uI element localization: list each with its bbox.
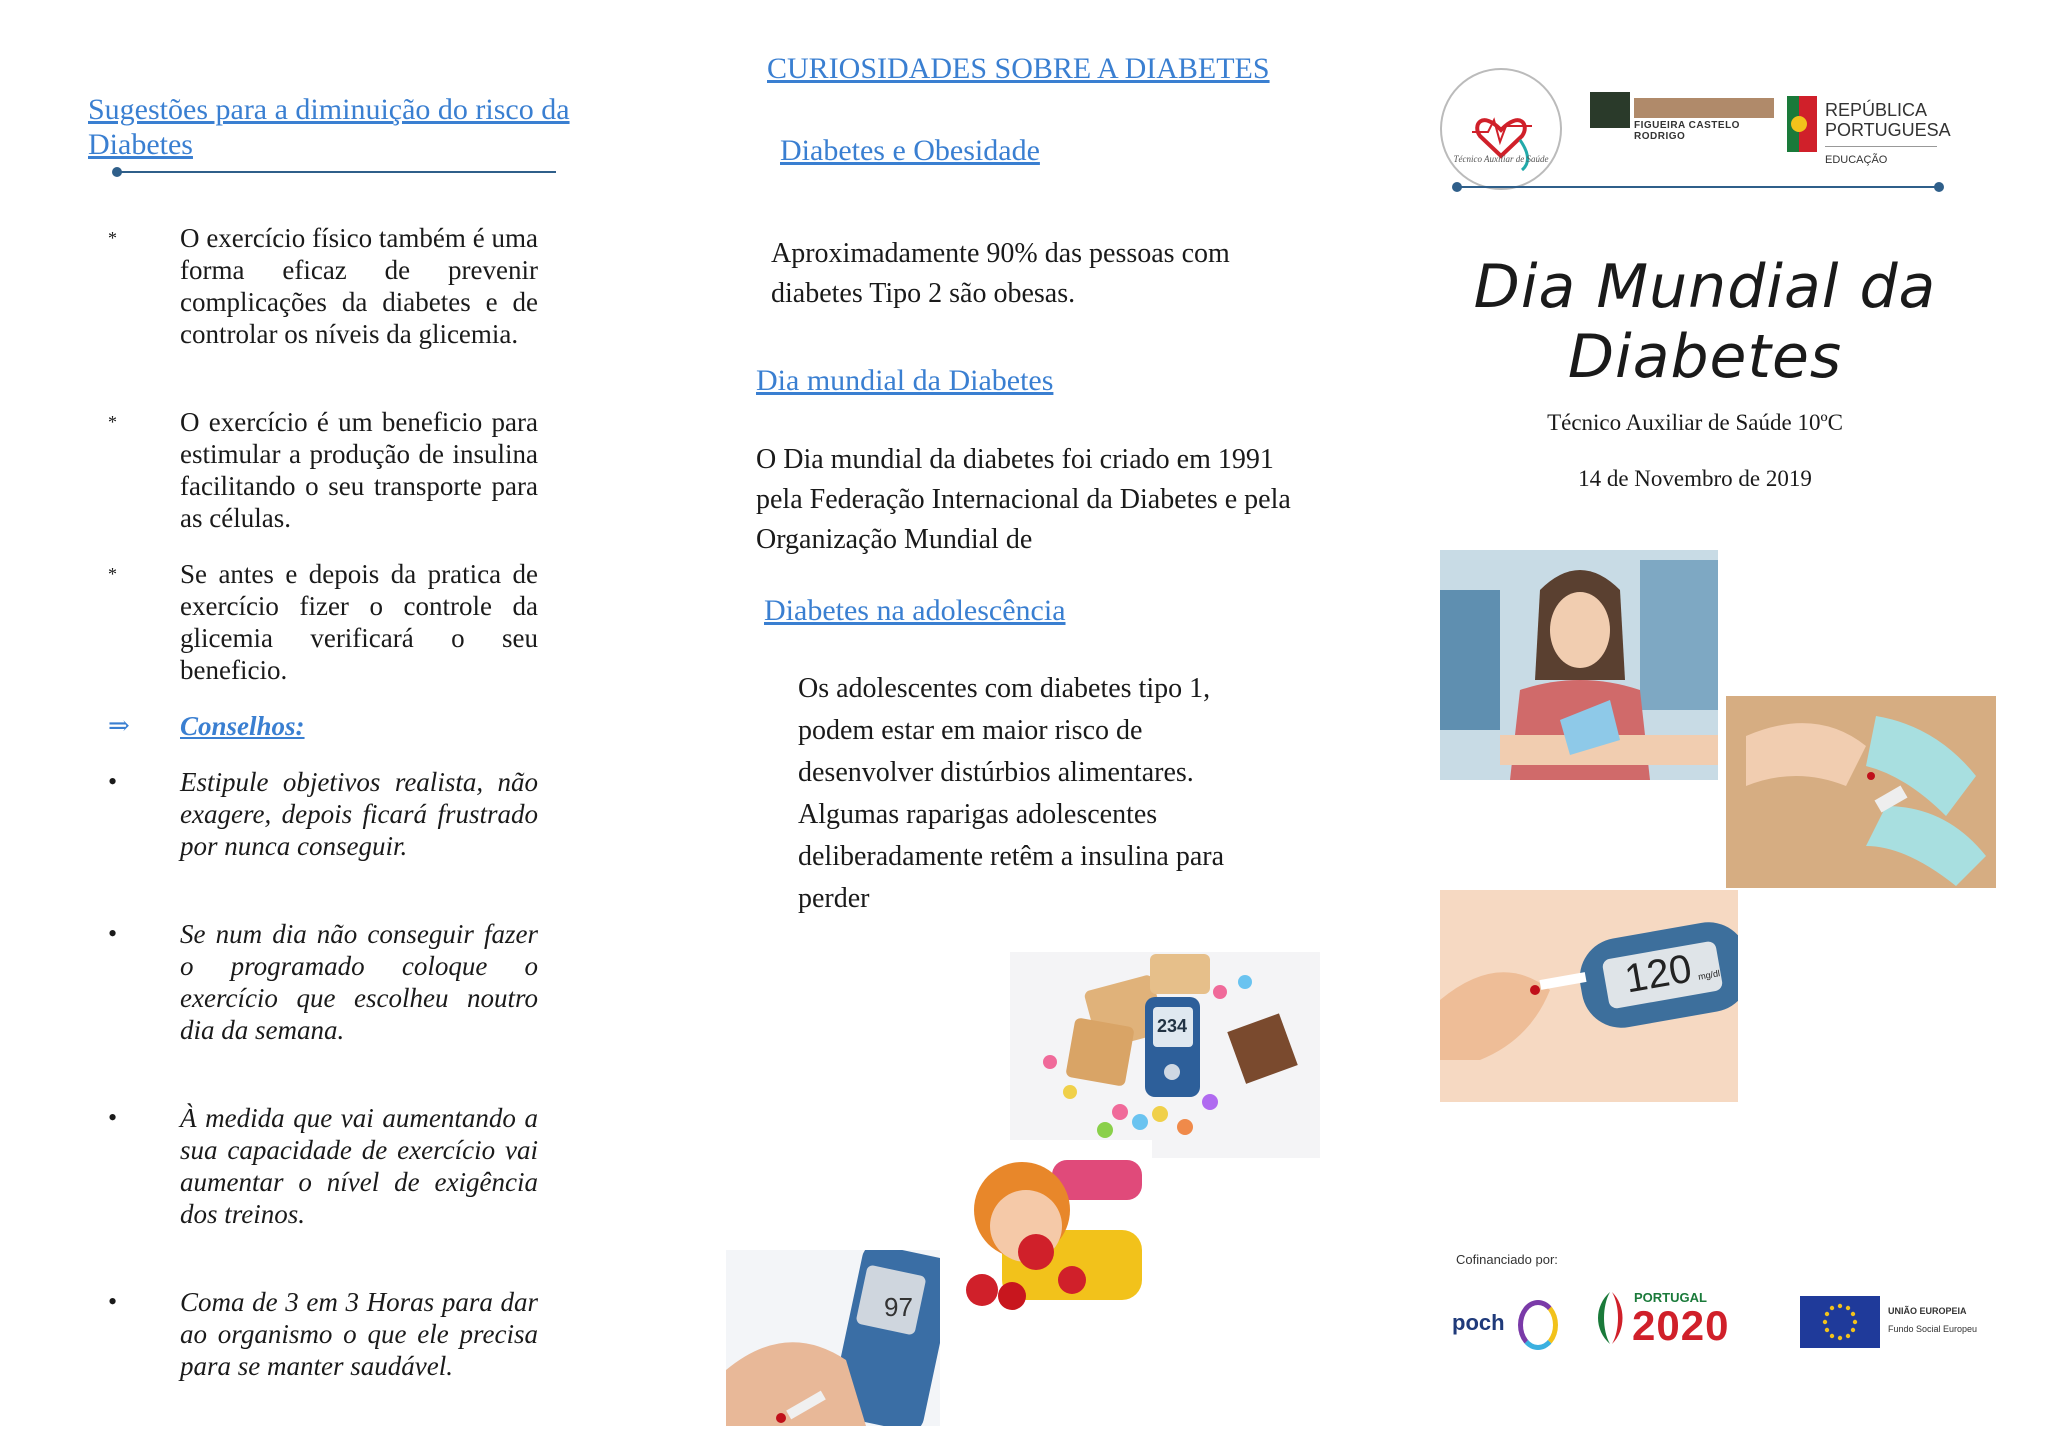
asterisk-bullet: * bbox=[108, 564, 117, 584]
dot-bullet: • bbox=[108, 1103, 118, 1132]
adolescencia-title: Diabetes na adolescência bbox=[764, 594, 1066, 627]
gloved-hands-image bbox=[1726, 696, 1996, 888]
castle-icon bbox=[1634, 98, 1774, 118]
dot-bullet: • bbox=[108, 767, 118, 796]
school-emblem-icon bbox=[1590, 92, 1630, 128]
gloves-illustration bbox=[1726, 696, 1996, 888]
dia-mundial-text: O Dia mundial da diabetes foi criado em 1991 pela Federação Internacional da Diabetes e pela Organização Mundial de bbox=[756, 444, 1291, 555]
asterisk-bullet: * bbox=[108, 228, 117, 248]
p2020-leaf-icon bbox=[1592, 1290, 1628, 1346]
list-item-text: À medida que vai aumentando a sua capacidade de exercício vai aumentar o nível de exigência dos treinos. bbox=[180, 1103, 538, 1229]
event-date: 14 de Novembro de 2019 bbox=[1578, 466, 1812, 491]
p2020-portugal-text: PORTUGAL bbox=[1634, 1290, 1707, 1305]
p2020-year-text: 2020 bbox=[1632, 1302, 1730, 1349]
republica-logo bbox=[1787, 96, 1951, 176]
woman-illustration bbox=[1440, 550, 1718, 780]
sweets-illustration bbox=[1010, 952, 1320, 1158]
meter-reading: 97 bbox=[884, 1292, 913, 1322]
glucometer-120-illustration bbox=[1440, 890, 1738, 1102]
agrupamento-logo bbox=[1590, 92, 1780, 146]
asterisk-bullet: * bbox=[108, 412, 117, 432]
child-eating-apple-image bbox=[942, 1140, 1152, 1310]
portugal-2020-logo bbox=[1592, 1290, 1762, 1354]
poch-swirl-icon bbox=[1518, 1300, 1558, 1350]
sweets-glucometer-image bbox=[1010, 952, 1320, 1158]
dot-bullet: • bbox=[108, 919, 118, 948]
course-logo-text: Técnico Auxiliar de Saúde bbox=[1453, 154, 1549, 164]
republica-line1: REPÚBLICA bbox=[1825, 100, 1928, 120]
child-illustration bbox=[942, 1140, 1152, 1310]
list-item-text: Se antes e depois da pratica de exercício fizer o controle da glicemia verificará o seu beneficio. bbox=[180, 559, 538, 685]
eu-flag-icon bbox=[1800, 1296, 1880, 1348]
dot-bullet: • bbox=[108, 1287, 118, 1316]
republica-divider bbox=[1825, 146, 1937, 147]
obesidade-title: Diabetes e Obesidade bbox=[780, 134, 1040, 167]
list-item-text: Estipule objetivos realista, não exagere, depois ficará frustrado por nunca conseguir. bbox=[180, 767, 538, 861]
list-item-text: Coma de 3 em 3 Horas para dar ao organismo o que ele precisa para se manter saudável. bbox=[180, 1287, 538, 1381]
course-label: Técnico Auxiliar de Saúde 10ºC bbox=[1547, 410, 1843, 435]
dia-mundial-title: Dia mundial da Diabetes bbox=[756, 364, 1054, 397]
heart-stethoscope-icon bbox=[1442, 70, 1560, 188]
glucometer-illustration bbox=[726, 1250, 940, 1426]
eu-line1: UNIÃO EUROPEIA bbox=[1888, 1306, 1967, 1316]
meter-unit: mg/dl bbox=[1697, 968, 1721, 982]
list-item-text: O exercício é um beneficio para estimular a produção de insulina facilitando o seu transporte para as células. bbox=[180, 407, 538, 533]
meter-reading: 120 bbox=[1621, 946, 1695, 1002]
republica-line3: EDUCAÇÃO bbox=[1825, 154, 1888, 166]
suggestions-title: Sugestões para a diminuição do risco da Diabetes bbox=[88, 93, 570, 161]
adolescencia-text: Os adolescentes com diabetes tipo 1, podem estar em maior risco de desenvolver distúrbios alimentares. Algumas raparigas adolescentes deliberadamente retêm a insulina para perder bbox=[798, 673, 1225, 914]
woman-glucose-test-image bbox=[1440, 550, 1718, 780]
arrow-icon: ⇒ bbox=[108, 711, 130, 740]
header-divider bbox=[1456, 186, 1940, 188]
uniao-europeia-logo bbox=[1800, 1296, 1990, 1348]
list-item-text: O exercício físico também é uma forma eficaz de prevenir complicações da diabetes e de controlar os níveis da glicemia. bbox=[180, 223, 538, 349]
conselhos-label: Conselhos: bbox=[180, 711, 305, 741]
poch-logo bbox=[1452, 1296, 1562, 1350]
portugal-flag-icon bbox=[1787, 96, 1817, 152]
republica-line2: PORTUGUESA bbox=[1825, 120, 1951, 140]
agrupamento-name: FIGUEIRA CASTELO RODRIGO bbox=[1634, 120, 1740, 142]
list-item-text: Se num dia não conseguir fazer o programado coloque o exercício que escolheu noutro dia da semana. bbox=[180, 919, 538, 1045]
cofinanciado-label: Cofinanciado por: bbox=[1456, 1252, 1558, 1267]
meter-reading: 234 bbox=[1157, 1016, 1188, 1036]
obesidade-text: Aproximadamente 90% das pessoas com diabetes Tipo 2 são obesas. bbox=[771, 238, 1230, 309]
curiosidades-title: CURIOSIDADES SOBRE A DIABETES bbox=[767, 52, 1270, 85]
poch-text: poch bbox=[1452, 1310, 1505, 1335]
suggestions-divider bbox=[116, 171, 556, 173]
page-title: Dia Mundial da Diabetes bbox=[1473, 252, 1937, 392]
glucometer-hand-image bbox=[726, 1250, 940, 1426]
glucometer-reading-image bbox=[1440, 890, 1738, 1102]
course-logo bbox=[1440, 68, 1562, 190]
eu-line2: Fundo Social Europeu bbox=[1888, 1324, 1978, 1334]
